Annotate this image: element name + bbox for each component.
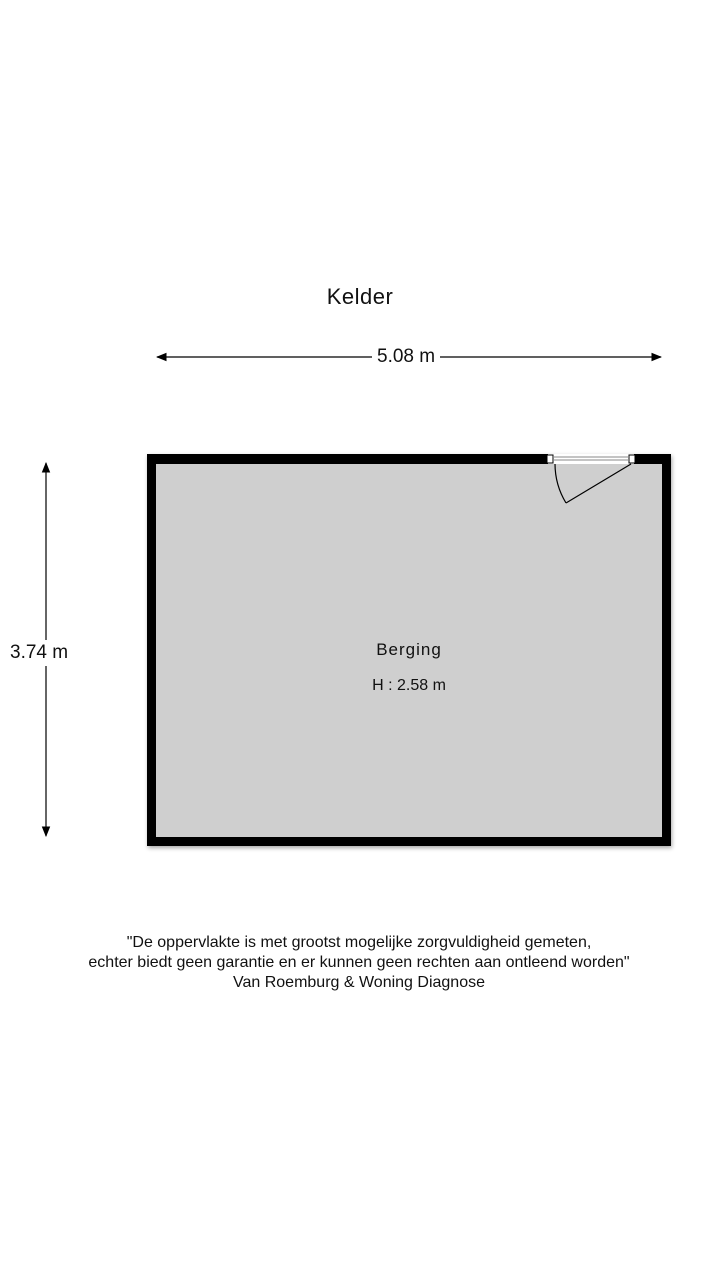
disclaimer-company: Van Roemburg & Woning Diagnose <box>233 974 485 991</box>
disclaimer-line-2: echter biedt geen garantie en er kunnen geen rechten aan ontleend worden" <box>88 954 630 971</box>
width-dimension-label: 5.08 m <box>372 346 440 368</box>
height-dimension-label: 3.74 m <box>10 640 68 666</box>
disclaimer <box>0 933 719 993</box>
room-name: Berging <box>376 640 442 659</box>
room-height-label: H : 2.58 m <box>372 677 446 694</box>
floor-title: Kelder <box>326 284 394 309</box>
disclaimer-line-1: "De oppervlakte is met grootst mogelijke zorgvuldigheid gemeten, <box>126 934 592 951</box>
